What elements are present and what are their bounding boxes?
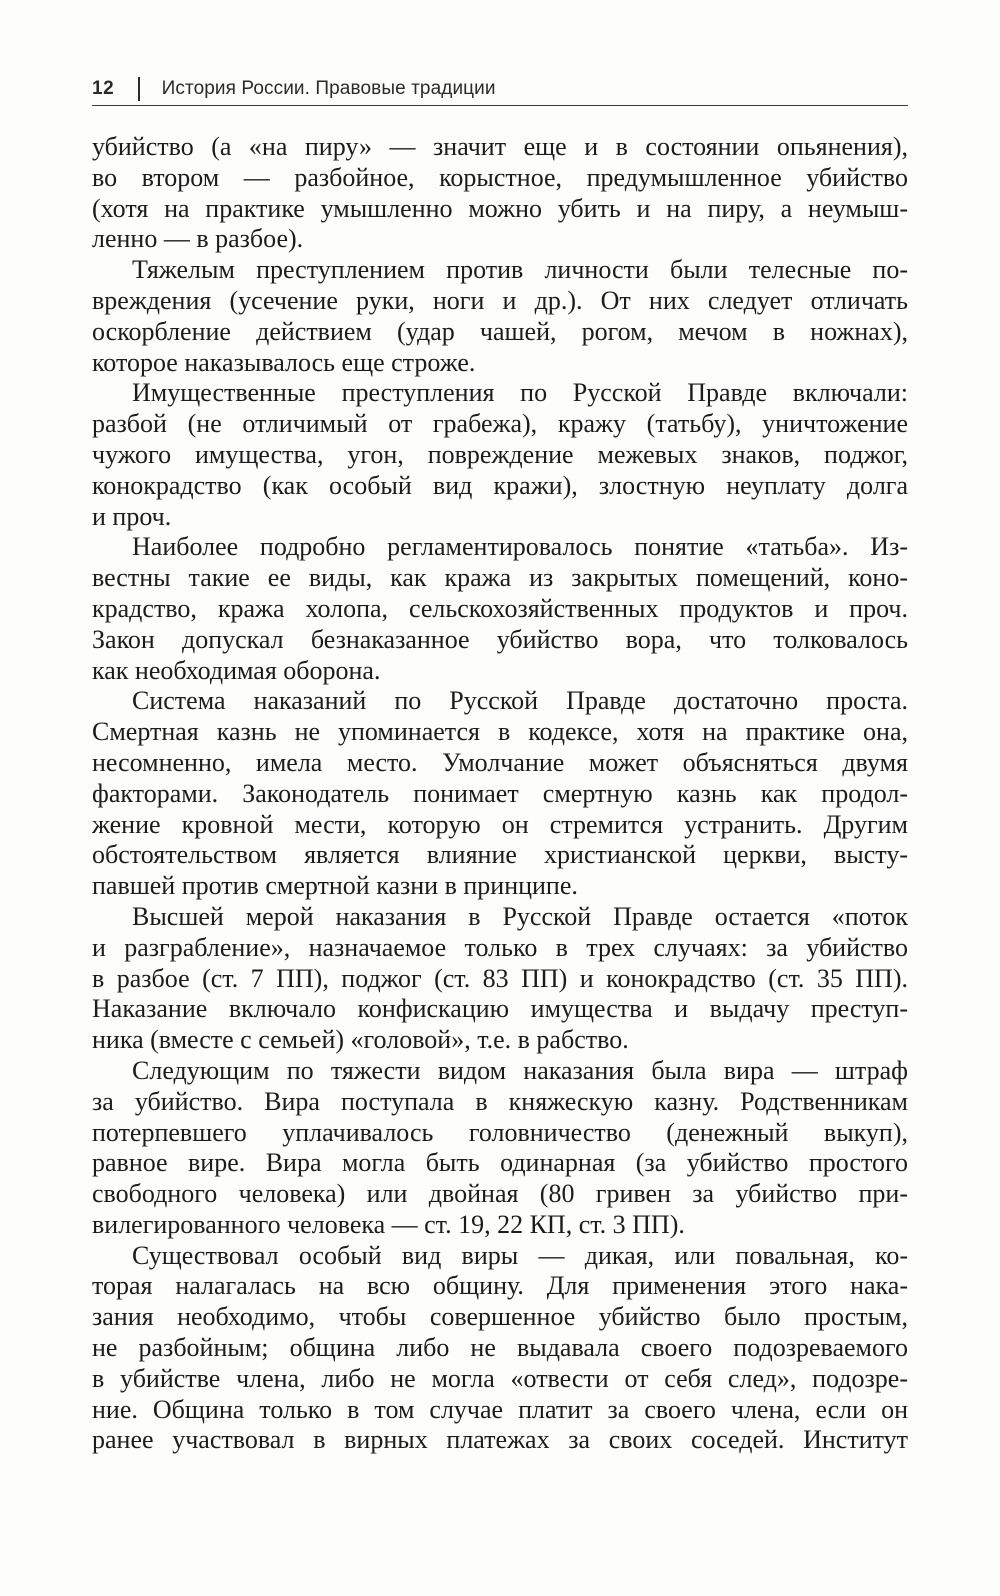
text-line: ника (вместе с семьей) «головой», т.е. в рабство. xyxy=(92,1025,629,1055)
text-line: обстоятельством является влияние христианской церкви, высту- xyxy=(92,840,908,870)
text-line: павшей против смертной казни в принципе. xyxy=(92,871,578,901)
text-line: Система наказаний по Русской Правде достаточно проста. xyxy=(132,686,908,716)
paragraph xyxy=(92,1241,908,1457)
text-line: Закон допускал безнаказанное убийство вора, что толковалось xyxy=(92,624,908,654)
text-line: жение кровной мести, которую он стремится устранить. Другим xyxy=(92,809,908,839)
text-line: вестны такие ее виды, как кража из закрытых помещений, коно- xyxy=(92,563,908,593)
text-line: Существовал особый вид виры — дикая, или повальная, ко- xyxy=(132,1240,908,1270)
text-line: зания необходимо, чтобы совершенное убийство было простым, xyxy=(92,1302,908,1332)
text-line: Смертная казнь не упоминается в кодексе, хотя на практике она, xyxy=(92,717,908,747)
text-line: Следующим по тяжести видом наказания была вира — штраф xyxy=(132,1055,908,1085)
paragraph xyxy=(92,532,908,686)
text-line: потерпевшего уплачивалось головничество (денежный выкуп), xyxy=(92,1117,908,1147)
text-line: в убийстве члена, либо не могла «отвести от себя след», подозре- xyxy=(92,1363,908,1393)
text-line: торая налагалась на всю общину. Для применения этого нака- xyxy=(92,1271,908,1301)
text-line: Наиболее подробно регламентировалось понятие «татьба». Из- xyxy=(132,532,908,562)
text-line: убийство (а «на пиру» — значит еще и в состоянии опьянения), xyxy=(92,132,908,161)
header-separator xyxy=(138,77,140,101)
text-line: Тяжелым преступлением против личности были телесные по- xyxy=(132,255,908,285)
paragraph xyxy=(92,378,908,532)
text-line: разбой (не отличимый от грабежа), кражу (татьбу), уничтожение xyxy=(92,409,908,439)
text-line: и разграбление», назначаемое только в трех случаях: за убийство xyxy=(92,932,908,962)
text-line: несомненно, имела место. Умолчание может объясняться двумя xyxy=(92,747,908,777)
paragraph xyxy=(92,255,908,378)
text-line: равное вире. Вира могла быть одинарная (за убийство простого xyxy=(92,1148,908,1178)
text-line: свободного человека) или двойная (80 гривен за убийство при- xyxy=(92,1179,908,1209)
text-line: вреждения (усечение руки, ноги и др.). От них следует отличать xyxy=(92,285,908,315)
text-line: во втором — разбойное, корыстное, предумышленное убийство xyxy=(92,162,908,192)
running-title: История России. Правовые традиции xyxy=(161,78,496,99)
running-header xyxy=(92,74,908,104)
text-line: конокрадство (как особый вид кражи), злостную неуплату долга xyxy=(92,470,908,500)
paragraph xyxy=(92,686,908,902)
text-line: вилегированного человека — ст. 19, 22 КП, ст. 3 ПП). xyxy=(92,1209,685,1239)
paragraph xyxy=(92,1056,908,1241)
text-line: крадство, кража холопа, сельскохозяйственных продуктов и проч. xyxy=(92,593,908,623)
body-text xyxy=(92,132,908,1456)
text-line: Имущественные преступления по Русской Правде включали: xyxy=(132,378,908,408)
paragraph xyxy=(92,902,908,1056)
text-line: чужого имущества, угон, повреждение межевых знаков, поджог, xyxy=(92,439,908,469)
text-line: которое наказывалось еще строже. xyxy=(92,347,476,377)
text-line: не разбойным; община либо не выдавала своего подозреваемого xyxy=(92,1333,908,1363)
text-line: и проч. xyxy=(92,501,172,531)
text-line: ранее участвовал в вирных платежах за своих соседей. Институт xyxy=(92,1425,908,1455)
text-line: в разбое (ст. 7 ПП), поджог (ст. 83 ПП) и конокрадство (ст. 35 ПП). xyxy=(92,963,908,993)
header-rule xyxy=(92,105,908,106)
page-number: 12 xyxy=(92,78,115,99)
text-line: оскорбление действием (удар чашей, рогом, мечом в ножнах), xyxy=(92,316,908,346)
text-line: Наказание включало конфискацию имущества и выдачу преступ- xyxy=(92,994,908,1024)
text-line: Высшей мерой наказания в Русской Правде остается «поток xyxy=(132,901,908,931)
text-line: (хотя на практике умышленно можно убить и на пиру, а неумыш- xyxy=(92,193,908,223)
text-line: факторами. Законодатель понимает смертную казнь как продол- xyxy=(92,778,908,808)
text-line: ние. Община только в том случае платит за своего члена, если он xyxy=(92,1394,908,1424)
text-line: за убийство. Вира поступала в княжескую казну. Родственникам xyxy=(92,1086,908,1116)
text-line: как необходимая оборона. xyxy=(92,655,381,685)
paragraph xyxy=(92,132,908,255)
text-line: ленно — в разбое). xyxy=(92,224,304,254)
